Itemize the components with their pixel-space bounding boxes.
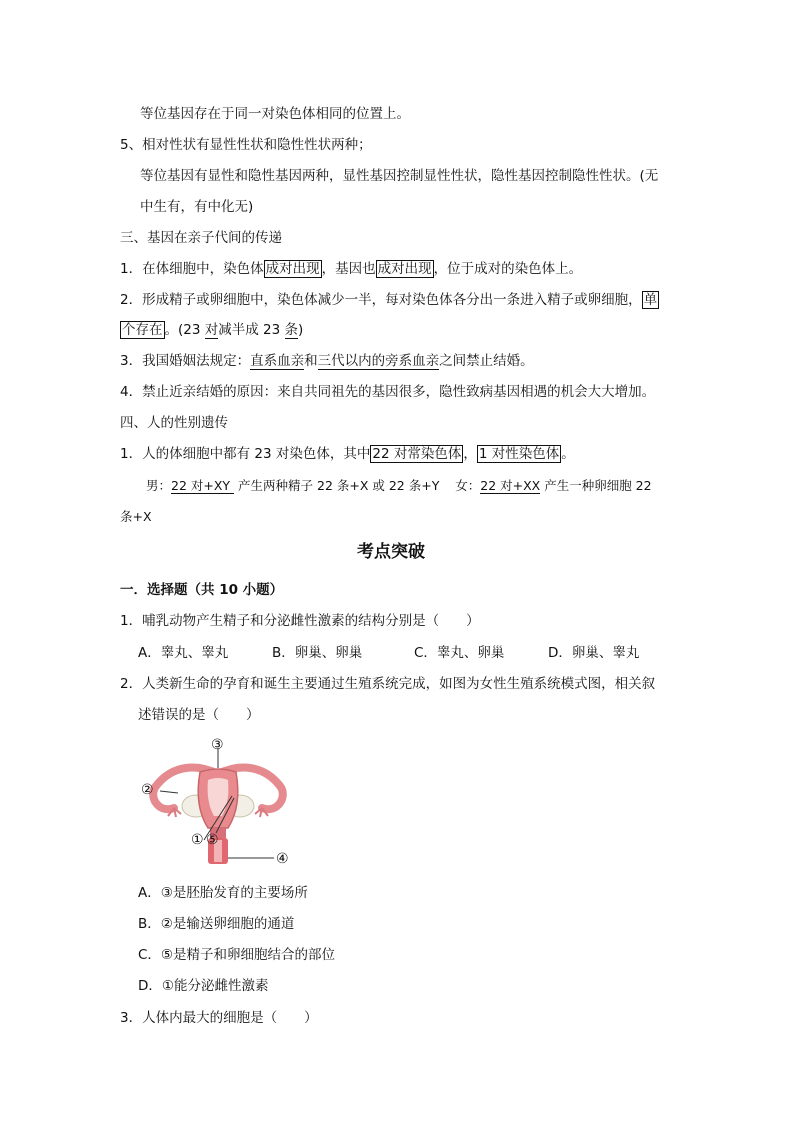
- text-run: 男：: [146, 478, 172, 493]
- option-b[interactable]: B．卵巢、卵巢: [272, 645, 363, 661]
- text-run: ，基因也: [321, 261, 376, 277]
- text-run: 。: [561, 446, 575, 462]
- question-3-stem: 3．人体内最大的细胞是（ ）: [120, 1010, 318, 1026]
- text-line: 4．禁止近亲结婚的原因：来自共同祖先的基因很多，隐性致病基因相遇的机会大大增加。: [120, 384, 656, 400]
- underlined-term: 对: [204, 322, 219, 338]
- text-run: 之间禁止结婚。: [439, 353, 534, 369]
- text-line: [120, 444, 575, 464]
- text-line: 5、相对性状有显性性状和隐性性状两种；: [120, 137, 372, 153]
- diagram-label-5: ⑤: [206, 832, 219, 848]
- text-run: 减半成 23: [218, 322, 285, 338]
- diagram-label-3: ③: [211, 737, 224, 753]
- option-d[interactable]: D．卵巢、睾丸: [548, 645, 640, 661]
- option-a[interactable]: A．③是胚胎发育的主要场所: [138, 885, 308, 901]
- text-run: 1．人的体细胞中都有 23 对染色体，其中: [120, 446, 371, 462]
- section-heading: 四、人的性别遗传: [120, 415, 228, 431]
- option-d[interactable]: D．①能分泌雌性激素: [138, 978, 269, 994]
- option-row: [138, 643, 639, 663]
- diagram-label-4: ④: [276, 851, 289, 867]
- underlined-term: 条: [284, 322, 299, 338]
- text-run: 。(23: [164, 322, 205, 338]
- underlined-term: 22 对+XY: [171, 478, 235, 493]
- text-line: [120, 320, 303, 340]
- boxed-term: 成对出现: [377, 261, 432, 277]
- option-c[interactable]: C．睾丸、卵巢: [414, 645, 505, 661]
- section-heading: 三、基因在亲子代间的传递: [120, 230, 282, 246]
- part-heading: 一．选择题（共 10 小题）: [120, 582, 284, 598]
- section-title: 考点突破: [357, 542, 425, 562]
- underlined-term: 三代以内的旁系血亲: [317, 353, 440, 369]
- text-run: 和: [304, 353, 318, 369]
- option-a[interactable]: A．睾丸、睾丸: [138, 645, 229, 661]
- text-line: [120, 290, 659, 310]
- text-run: ): [298, 322, 304, 338]
- text-run: 3．我国婚姻法规定：: [120, 353, 251, 369]
- boxed-term: 1 对性染色体: [478, 446, 560, 462]
- question-stem: 2．人类新生命的孕育和诞生主要通过生殖系统完成，如图为女性生殖系统模式图，相关叙: [120, 676, 656, 692]
- text-line: 等位基因存在于同一对染色体相同的位置上。: [140, 106, 410, 122]
- boxed-term: 成对出现: [265, 261, 320, 277]
- text-line: [146, 476, 652, 496]
- text-run: ，: [463, 446, 477, 462]
- text-run: 产生两种精子 22 条+X 或 22 条+Y 女：: [234, 478, 481, 493]
- diagram-label-2: ②: [141, 782, 154, 798]
- text-run: 1．在体细胞中，染色体: [120, 261, 264, 277]
- option-c[interactable]: C．⑤是精子和卵细胞结合的部位: [138, 947, 336, 963]
- text-run: 2．形成精子或卵细胞中，染色体减少一半，每对染色体各分出一条进入精子或卵细胞，: [120, 292, 642, 308]
- text-line: 条+X: [120, 509, 152, 524]
- question-stem: 1．哺乳动物产生精子和分泌雌性激素的结构分别是（ ）: [120, 613, 480, 629]
- boxed-term: 单: [643, 292, 658, 308]
- text-line: 等位基因有显性和隐性基因两种，显性基因控制显性性状，隐性基因控制隐性性状。(无: [140, 168, 659, 184]
- text-line: 中生有，有中化无): [140, 199, 254, 215]
- boxed-term: 个存在: [122, 322, 163, 338]
- boxed-term: 22 对常染色体: [372, 446, 462, 462]
- reproductive-system-diagram: [138, 736, 298, 872]
- text-run: 产生一种卵细胞 22: [540, 478, 652, 493]
- underlined-term: 22 对+XX: [480, 478, 541, 493]
- option-b[interactable]: B．②是输送卵细胞的通道: [138, 916, 295, 932]
- diagram-label-1: ①: [191, 832, 204, 848]
- text-run: ，位于成对的染色体上。: [433, 261, 583, 277]
- text-line: [120, 259, 582, 279]
- underlined-term: 直系血亲: [250, 353, 305, 369]
- question-stem: 述错误的是（ ）: [138, 707, 260, 723]
- text-line: [120, 351, 534, 371]
